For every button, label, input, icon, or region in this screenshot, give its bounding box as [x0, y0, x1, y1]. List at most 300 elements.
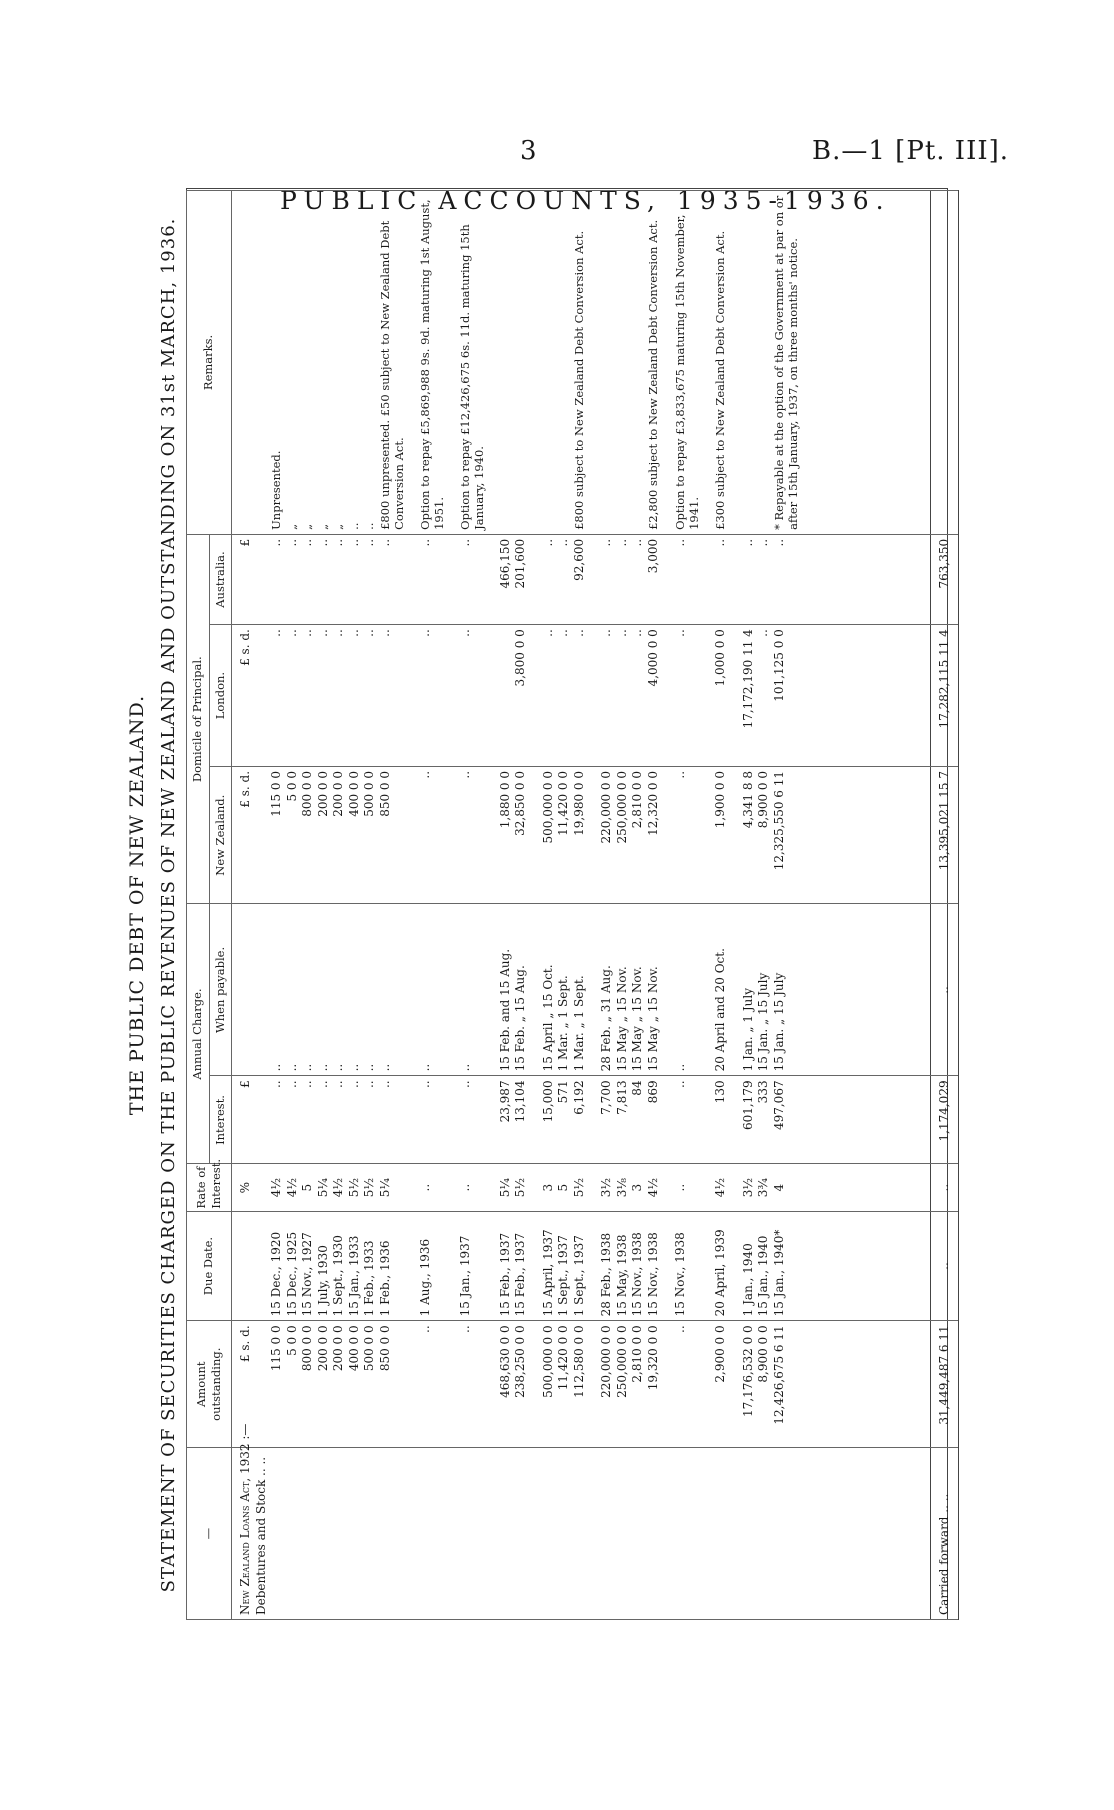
spacer-row — [406, 191, 418, 1620]
cell-amount: 2,900 0 0 — [713, 1321, 729, 1448]
cell-interest: 601,179 — [741, 1076, 757, 1164]
cell-australia: 201,600 — [513, 534, 529, 624]
cell-australia: .. — [673, 534, 701, 624]
cell-due-date: 15 Jan., 1940* — [772, 1211, 800, 1321]
cell-due-date: 15 Nov., 1938 — [646, 1211, 662, 1321]
cell-new-zealand: 8,900 0 0 — [756, 766, 772, 904]
cell-new-zealand: 4,341 8 8 — [741, 766, 757, 904]
cell-when-payable: .. — [331, 904, 347, 1076]
table-row — [300, 191, 316, 1620]
col-domicile: Domicile of Principal. — [187, 534, 210, 904]
cell-interest: .. — [673, 1076, 701, 1164]
cell-london: 3,800 0 0 — [513, 625, 529, 767]
cell-new-zealand: .. — [673, 766, 701, 904]
debt-table — [186, 190, 959, 1620]
cell-london: .. — [615, 625, 631, 767]
units-row — [232, 191, 254, 1620]
cell-london: 4,000 0 0 — [646, 625, 662, 767]
cell-new-zealand: 500,000 0 0 — [541, 766, 557, 904]
cell-due-date: 15 May, 1938 — [615, 1211, 631, 1321]
cell-rate: 5 — [300, 1164, 316, 1211]
cell-amount: 11,420 0 0 — [556, 1321, 572, 1448]
cell-amount: 8,900 0 0 — [756, 1321, 772, 1448]
cell-remarks: „ — [300, 191, 316, 535]
cell-australia: .. — [772, 534, 800, 624]
total-australia: 763,350 — [930, 534, 959, 624]
cell-due-date: 1 Feb., 1933 — [362, 1211, 378, 1321]
rotated-statement — [126, 180, 976, 1620]
cell-desc — [772, 1448, 800, 1620]
cell-rate: .. — [458, 1164, 486, 1211]
cell-when-payable: 15 April „ 15 Oct. — [541, 904, 557, 1076]
carried-forward-row — [930, 191, 959, 1620]
cell-remarks — [630, 191, 646, 535]
cell-amount: 500,000 0 0 — [541, 1321, 557, 1448]
col-london: London. — [209, 625, 232, 767]
cell-interest: 23,987 — [498, 1076, 514, 1164]
cell-due-date: 1 Sept., 1937 — [572, 1211, 588, 1321]
cell-when-payable: 15 May „ 15 Nov. — [615, 904, 631, 1076]
cell-interest: .. — [300, 1076, 316, 1164]
cell-london: .. — [347, 625, 363, 767]
cell-amount: 468,630 0 0 — [498, 1321, 514, 1448]
cell-london: .. — [673, 625, 701, 767]
cell-desc — [300, 1448, 316, 1620]
cell-london: .. — [331, 625, 347, 767]
cell-desc — [741, 1448, 757, 1620]
cell-remarks: „ — [316, 191, 332, 535]
cell-desc — [673, 1448, 701, 1620]
cell-london: .. — [269, 625, 285, 767]
cell-amount: 220,000 0 0 — [599, 1321, 615, 1448]
cell-rate: 5½ — [572, 1164, 588, 1211]
cell-australia: .. — [316, 534, 332, 624]
cell-amount: 2,810 0 0 — [630, 1321, 646, 1448]
cell-remarks: „ — [285, 191, 301, 535]
cell-desc — [498, 1448, 514, 1620]
table-row — [331, 191, 347, 1620]
cell-interest: .. — [418, 1076, 446, 1164]
cell-new-zealand: 850 0 0 — [378, 766, 406, 904]
cell-interest: .. — [285, 1076, 301, 1164]
spacer-row — [701, 191, 713, 1620]
col-interest: Interest. — [209, 1076, 232, 1164]
table-body — [232, 191, 800, 1620]
table-row — [741, 191, 757, 1620]
cell-london — [498, 625, 514, 767]
cell-remarks: Option to repay £5,869,988 9s. 9d. maturing 1st August, 1951. — [418, 191, 446, 535]
cell-australia: .. — [418, 534, 446, 624]
cell-desc — [316, 1448, 332, 1620]
cell-amount: 19,320 0 0 — [646, 1321, 662, 1448]
cell-desc — [347, 1448, 363, 1620]
cell-interest: 84 — [630, 1076, 646, 1164]
cell-remarks: £2,800 subject to New Zealand Debt Conversion Act. — [646, 191, 662, 535]
cell-due-date: 15 Jan., 1933 — [347, 1211, 363, 1321]
cell-rate: 5¼ — [498, 1164, 514, 1211]
cell-amount: .. — [673, 1321, 701, 1448]
group-title: New Zealand Loans Act, 1932 :— — [238, 1423, 252, 1615]
cell-when-payable: .. — [316, 904, 332, 1076]
cell-australia: 466,150 — [498, 534, 514, 624]
cell-london: .. — [285, 625, 301, 767]
spacer-row — [661, 191, 673, 1620]
cell-interest: 15,000 — [541, 1076, 557, 1164]
page-number: 3 — [520, 136, 537, 166]
cell-remarks: Unpresented. — [269, 191, 285, 535]
cell-rate: 5¼ — [316, 1164, 332, 1211]
cell-when-payable: 1 Jan. „ 1 July — [741, 904, 757, 1076]
unit-payable — [232, 904, 254, 1076]
cell-remarks: £300 subject to New Zealand Debt Conversion Act. — [713, 191, 729, 535]
cell-desc — [418, 1448, 446, 1620]
cell-interest: 7,813 — [615, 1076, 631, 1164]
cell-remarks: .. — [347, 191, 363, 535]
cell-amount: 115 0 0 — [269, 1321, 285, 1448]
cell-when-payable: 15 Jan. „ 15 July — [772, 904, 800, 1076]
cell-when-payable: 15 May „ 15 Nov. — [646, 904, 662, 1076]
cell-rate: 3¾ — [756, 1164, 772, 1211]
cell-desc — [713, 1448, 729, 1620]
total-amount: 31,449,487 6 11 — [930, 1321, 959, 1448]
cell-new-zealand: 1,900 0 0 — [713, 766, 729, 904]
unit-interest: £ — [232, 1076, 254, 1164]
document-reference: B.—1 [Pt. III]. — [812, 136, 1010, 166]
cell-remarks: „ — [331, 191, 347, 535]
cell-when-payable: 1 Mar. „ 1 Sept. — [556, 904, 572, 1076]
cell-interest: .. — [269, 1076, 285, 1164]
col-amount: Amount outstanding. — [187, 1321, 232, 1448]
cell-when-payable: .. — [458, 904, 486, 1076]
cell-when-payable: .. — [300, 904, 316, 1076]
cell-rate: 3½ — [741, 1164, 757, 1211]
cell-new-zealand: 5 0 0 — [285, 766, 301, 904]
cell-due-date: 28 Feb., 1938 — [599, 1211, 615, 1321]
total-payable: .. — [930, 904, 959, 1076]
cell-interest: .. — [362, 1076, 378, 1164]
table-row — [673, 191, 701, 1620]
cell-australia: .. — [599, 534, 615, 624]
cell-new-zealand: 800 0 0 — [300, 766, 316, 904]
cell-when-payable: .. — [418, 904, 446, 1076]
cell-due-date: 15 Nov., 1938 — [630, 1211, 646, 1321]
cell-london: .. — [556, 625, 572, 767]
cell-interest: 7,700 — [599, 1076, 615, 1164]
cell-remarks — [615, 191, 631, 535]
cell-rate: 3⅛ — [615, 1164, 631, 1211]
cell-due-date: 15 Dec., 1925 — [285, 1211, 301, 1321]
unit-nz: £ s. d. — [232, 766, 254, 904]
cell-london: .. — [458, 625, 486, 767]
cell-new-zealand: .. — [418, 766, 446, 904]
cell-australia: .. — [331, 534, 347, 624]
table-row — [498, 191, 514, 1620]
cell-rate: 4½ — [331, 1164, 347, 1211]
table-footer — [800, 191, 959, 1620]
group-subtitle: Debentures and Stock .. .. — [254, 1448, 270, 1620]
spacer-row — [486, 191, 498, 1620]
table-row — [269, 191, 285, 1620]
cell-due-date: 15 April, 1937 — [541, 1211, 557, 1321]
cell-new-zealand: 2,810 0 0 — [630, 766, 646, 904]
cell-interest: 571 — [556, 1076, 572, 1164]
cell-when-payable: 15 Jan. „ 15 July — [756, 904, 772, 1076]
statement-subtitle: STATEMENT OF SECURITIES CHARGED ON THE PUBLIC REVENUES OF NEW ZEALAND AND OUTSTANDING ON 31st MARCH, 1936. — [158, 217, 179, 1593]
table-row — [630, 191, 646, 1620]
cell-when-payable: 1 Mar. „ 1 Sept. — [572, 904, 588, 1076]
cell-australia: .. — [615, 534, 631, 624]
cell-desc — [630, 1448, 646, 1620]
cell-london: .. — [541, 625, 557, 767]
cell-remarks: * Repayable at the option of the Government at par on or after 15th January, 1937, on three months' notice. — [772, 191, 800, 535]
cell-interest: .. — [347, 1076, 363, 1164]
table-row — [772, 191, 800, 1620]
cell-due-date: 1 July, 1930 — [316, 1211, 332, 1321]
unit-london: £ s. d. — [232, 625, 254, 767]
cell-rate: 5½ — [347, 1164, 363, 1211]
cell-interest: 13,104 — [513, 1076, 529, 1164]
cell-when-payable: .. — [285, 904, 301, 1076]
col-due-date: Due Date. — [187, 1211, 232, 1321]
cell-amount: 238,250 0 0 — [513, 1321, 529, 1448]
col-australia: Australia. — [209, 534, 232, 624]
cell-new-zealand: 200 0 0 — [331, 766, 347, 904]
cell-desc — [556, 1448, 572, 1620]
statement-title: THE PUBLIC DEBT OF NEW ZEALAND. — [126, 694, 148, 1116]
cell-remarks — [599, 191, 615, 535]
cell-rate: 4½ — [285, 1164, 301, 1211]
total-label: Carried forward .. .. — [930, 1448, 959, 1620]
cell-desc — [285, 1448, 301, 1620]
cell-rate: 5½ — [362, 1164, 378, 1211]
cell-new-zealand: 200 0 0 — [316, 766, 332, 904]
cell-when-payable: .. — [269, 904, 285, 1076]
cell-desc — [513, 1448, 529, 1620]
table-row — [599, 191, 615, 1620]
table-row — [756, 191, 772, 1620]
cell-remarks: £800 subject to New Zealand Debt Conversion Act. — [572, 191, 588, 535]
cell-rate: 4½ — [269, 1164, 285, 1211]
cell-due-date: 1 Jan., 1940 — [741, 1211, 757, 1321]
cell-rate: 5½ — [513, 1164, 529, 1211]
cell-rate: 4½ — [713, 1164, 729, 1211]
cell-amount: .. — [418, 1321, 446, 1448]
table-row — [418, 191, 446, 1620]
cell-new-zealand: 1,880 0 0 — [498, 766, 514, 904]
cell-new-zealand: 32,850 0 0 — [513, 766, 529, 904]
cell-australia: .. — [362, 534, 378, 624]
cell-amount: 200 0 0 — [316, 1321, 332, 1448]
cell-london: .. — [300, 625, 316, 767]
cell-due-date: 15 Nov., 1927 — [300, 1211, 316, 1321]
cell-australia: .. — [458, 534, 486, 624]
col-when-payable: When payable. — [209, 904, 232, 1076]
table-row — [362, 191, 378, 1620]
cell-due-date: 1 Aug., 1936 — [418, 1211, 446, 1321]
total-nz: 13,395,021 15 7 — [930, 766, 959, 904]
table-row — [572, 191, 588, 1620]
cell-interest: .. — [378, 1076, 406, 1164]
total-interest: 1,174,029 — [930, 1076, 959, 1164]
table-row — [513, 191, 529, 1620]
cell-rate: .. — [418, 1164, 446, 1211]
table-row — [458, 191, 486, 1620]
cell-london: .. — [572, 625, 588, 767]
col-rate: Rate of Interest. — [187, 1164, 232, 1211]
cell-due-date: 1 Sept., 1930 — [331, 1211, 347, 1321]
cell-due-date: 15 Dec., 1920 — [269, 1211, 285, 1321]
cell-amount: 400 0 0 — [347, 1321, 363, 1448]
cell-remarks: £800 unpresented. £50 subject to New Zealand Debt Conversion Act. — [378, 191, 406, 535]
cell-amount: 17,176,532 0 0 — [741, 1321, 757, 1448]
cell-new-zealand: 220,000 0 0 — [599, 766, 615, 904]
total-due: .. — [930, 1211, 959, 1321]
table-row — [378, 191, 406, 1620]
unit-amount: £ s. d. — [232, 1321, 254, 1448]
cell-australia: .. — [756, 534, 772, 624]
cell-rate: 5 — [556, 1164, 572, 1211]
cell-new-zealand: 11,420 0 0 — [556, 766, 572, 904]
spacer-row — [529, 191, 541, 1620]
table-row — [316, 191, 332, 1620]
cell-remarks: .. — [362, 191, 378, 535]
cell-new-zealand: 19,980 0 0 — [572, 766, 588, 904]
cell-due-date: 20 April, 1939 — [713, 1211, 729, 1321]
cell-remarks: Option to repay £12,426,675 6s. 11d. maturing 15th January, 1940. — [458, 191, 486, 535]
cell-australia: 92,600 — [572, 534, 588, 624]
cell-australia: .. — [269, 534, 285, 624]
cell-due-date: 15 Feb., 1937 — [498, 1211, 514, 1321]
unit-rate: % — [232, 1164, 254, 1211]
cell-amount: 5 0 0 — [285, 1321, 301, 1448]
cell-desc — [458, 1448, 486, 1620]
cell-when-payable: 28 Feb. „ 31 Aug. — [599, 904, 615, 1076]
cell-australia: .. — [556, 534, 572, 624]
total-remarks — [930, 191, 959, 535]
cell-remarks — [556, 191, 572, 535]
cell-london: 101,125 0 0 — [772, 625, 800, 767]
total-london: 17,282,115 11 4 — [930, 625, 959, 767]
cell-amount: 500 0 0 — [362, 1321, 378, 1448]
cell-interest: 497,067 — [772, 1076, 800, 1164]
cell-desc — [541, 1448, 557, 1620]
cell-amount: 112,580 0 0 — [572, 1321, 588, 1448]
cell-australia: .. — [378, 534, 406, 624]
cell-australia: .. — [630, 534, 646, 624]
cell-london: .. — [630, 625, 646, 767]
cell-rate: 3 — [541, 1164, 557, 1211]
cell-london: .. — [756, 625, 772, 767]
table-row — [615, 191, 631, 1620]
cell-amount: 12,426,675 6 11 — [772, 1321, 800, 1448]
cell-when-payable: 15 Feb. „ 15 Aug. — [513, 904, 529, 1076]
cell-desc — [572, 1448, 588, 1620]
cell-rate: 3 — [630, 1164, 646, 1211]
cell-remarks — [541, 191, 557, 535]
cell-amount: .. — [458, 1321, 486, 1448]
cell-amount: 800 0 0 — [300, 1321, 316, 1448]
cell-remarks — [756, 191, 772, 535]
table-row — [541, 191, 557, 1620]
total-rate: .. — [930, 1164, 959, 1211]
cell-rate: 3½ — [599, 1164, 615, 1211]
cell-due-date: 1 Feb., 1936 — [378, 1211, 406, 1321]
cell-due-date: 15 Jan., 1940 — [756, 1211, 772, 1321]
table-row — [347, 191, 363, 1620]
unit-remarks — [232, 191, 254, 535]
cell-interest: 333 — [756, 1076, 772, 1164]
cell-london: .. — [316, 625, 332, 767]
cell-new-zealand: 12,325,550 6 11 — [772, 766, 800, 904]
cell-rate: 4 — [772, 1164, 800, 1211]
table-row — [556, 191, 572, 1620]
cell-australia: .. — [285, 534, 301, 624]
cell-desc — [362, 1448, 378, 1620]
cell-remarks — [513, 191, 529, 535]
cell-amount: 850 0 0 — [378, 1321, 406, 1448]
cell-when-payable: .. — [362, 904, 378, 1076]
group-title-cell — [232, 1423, 254, 1620]
spacer-row — [587, 191, 599, 1620]
cell-australia: .. — [713, 534, 729, 624]
col-new-zealand: New Zealand. — [209, 766, 232, 904]
cell-rate: 5¼ — [378, 1164, 406, 1211]
cell-australia: .. — [741, 534, 757, 624]
cell-desc — [599, 1448, 615, 1620]
cell-london: .. — [362, 625, 378, 767]
cell-new-zealand: .. — [458, 766, 486, 904]
col-remarks: Remarks. — [187, 191, 232, 535]
cell-new-zealand: 500 0 0 — [362, 766, 378, 904]
cell-new-zealand: 400 0 0 — [347, 766, 363, 904]
cell-interest: .. — [458, 1076, 486, 1164]
cell-when-payable: .. — [347, 904, 363, 1076]
cell-london: .. — [599, 625, 615, 767]
cell-desc — [615, 1448, 631, 1620]
cell-australia: .. — [347, 534, 363, 624]
cell-rate: .. — [673, 1164, 701, 1211]
cell-amount: 250,000 0 0 — [615, 1321, 631, 1448]
cell-remarks: Option to repay £3,833,675 maturing 15th November, 1941. — [673, 191, 701, 535]
cell-australia: .. — [300, 534, 316, 624]
cell-new-zealand: 250,000 0 0 — [615, 766, 631, 904]
filler-row — [800, 191, 931, 1620]
cell-when-payable: .. — [673, 904, 701, 1076]
cell-remarks — [741, 191, 757, 535]
table-row — [646, 191, 662, 1620]
cell-new-zealand: 115 0 0 — [269, 766, 285, 904]
cell-rate: 4½ — [646, 1164, 662, 1211]
col-description: — — [187, 1448, 232, 1620]
unit-australia: £ — [232, 534, 254, 624]
cell-interest: 6,192 — [572, 1076, 588, 1164]
cell-due-date: 15 Nov., 1938 — [673, 1211, 701, 1321]
cell-due-date: 1 Sept., 1937 — [556, 1211, 572, 1321]
spacer-row — [729, 191, 741, 1620]
group-subtitle-row — [254, 191, 270, 1620]
cell-desc — [378, 1448, 406, 1620]
table-row — [285, 191, 301, 1620]
cell-australia: 3,000 — [646, 534, 662, 624]
cell-interest: .. — [331, 1076, 347, 1164]
page-heading: PUBLIC ACCOUNTS, 1935-1936. — [280, 186, 891, 215]
header-row-1 — [187, 191, 210, 1620]
spacer-row — [446, 191, 458, 1620]
cell-remarks — [498, 191, 514, 535]
cell-london: .. — [418, 625, 446, 767]
table-row — [713, 191, 729, 1620]
cell-desc — [646, 1448, 662, 1620]
